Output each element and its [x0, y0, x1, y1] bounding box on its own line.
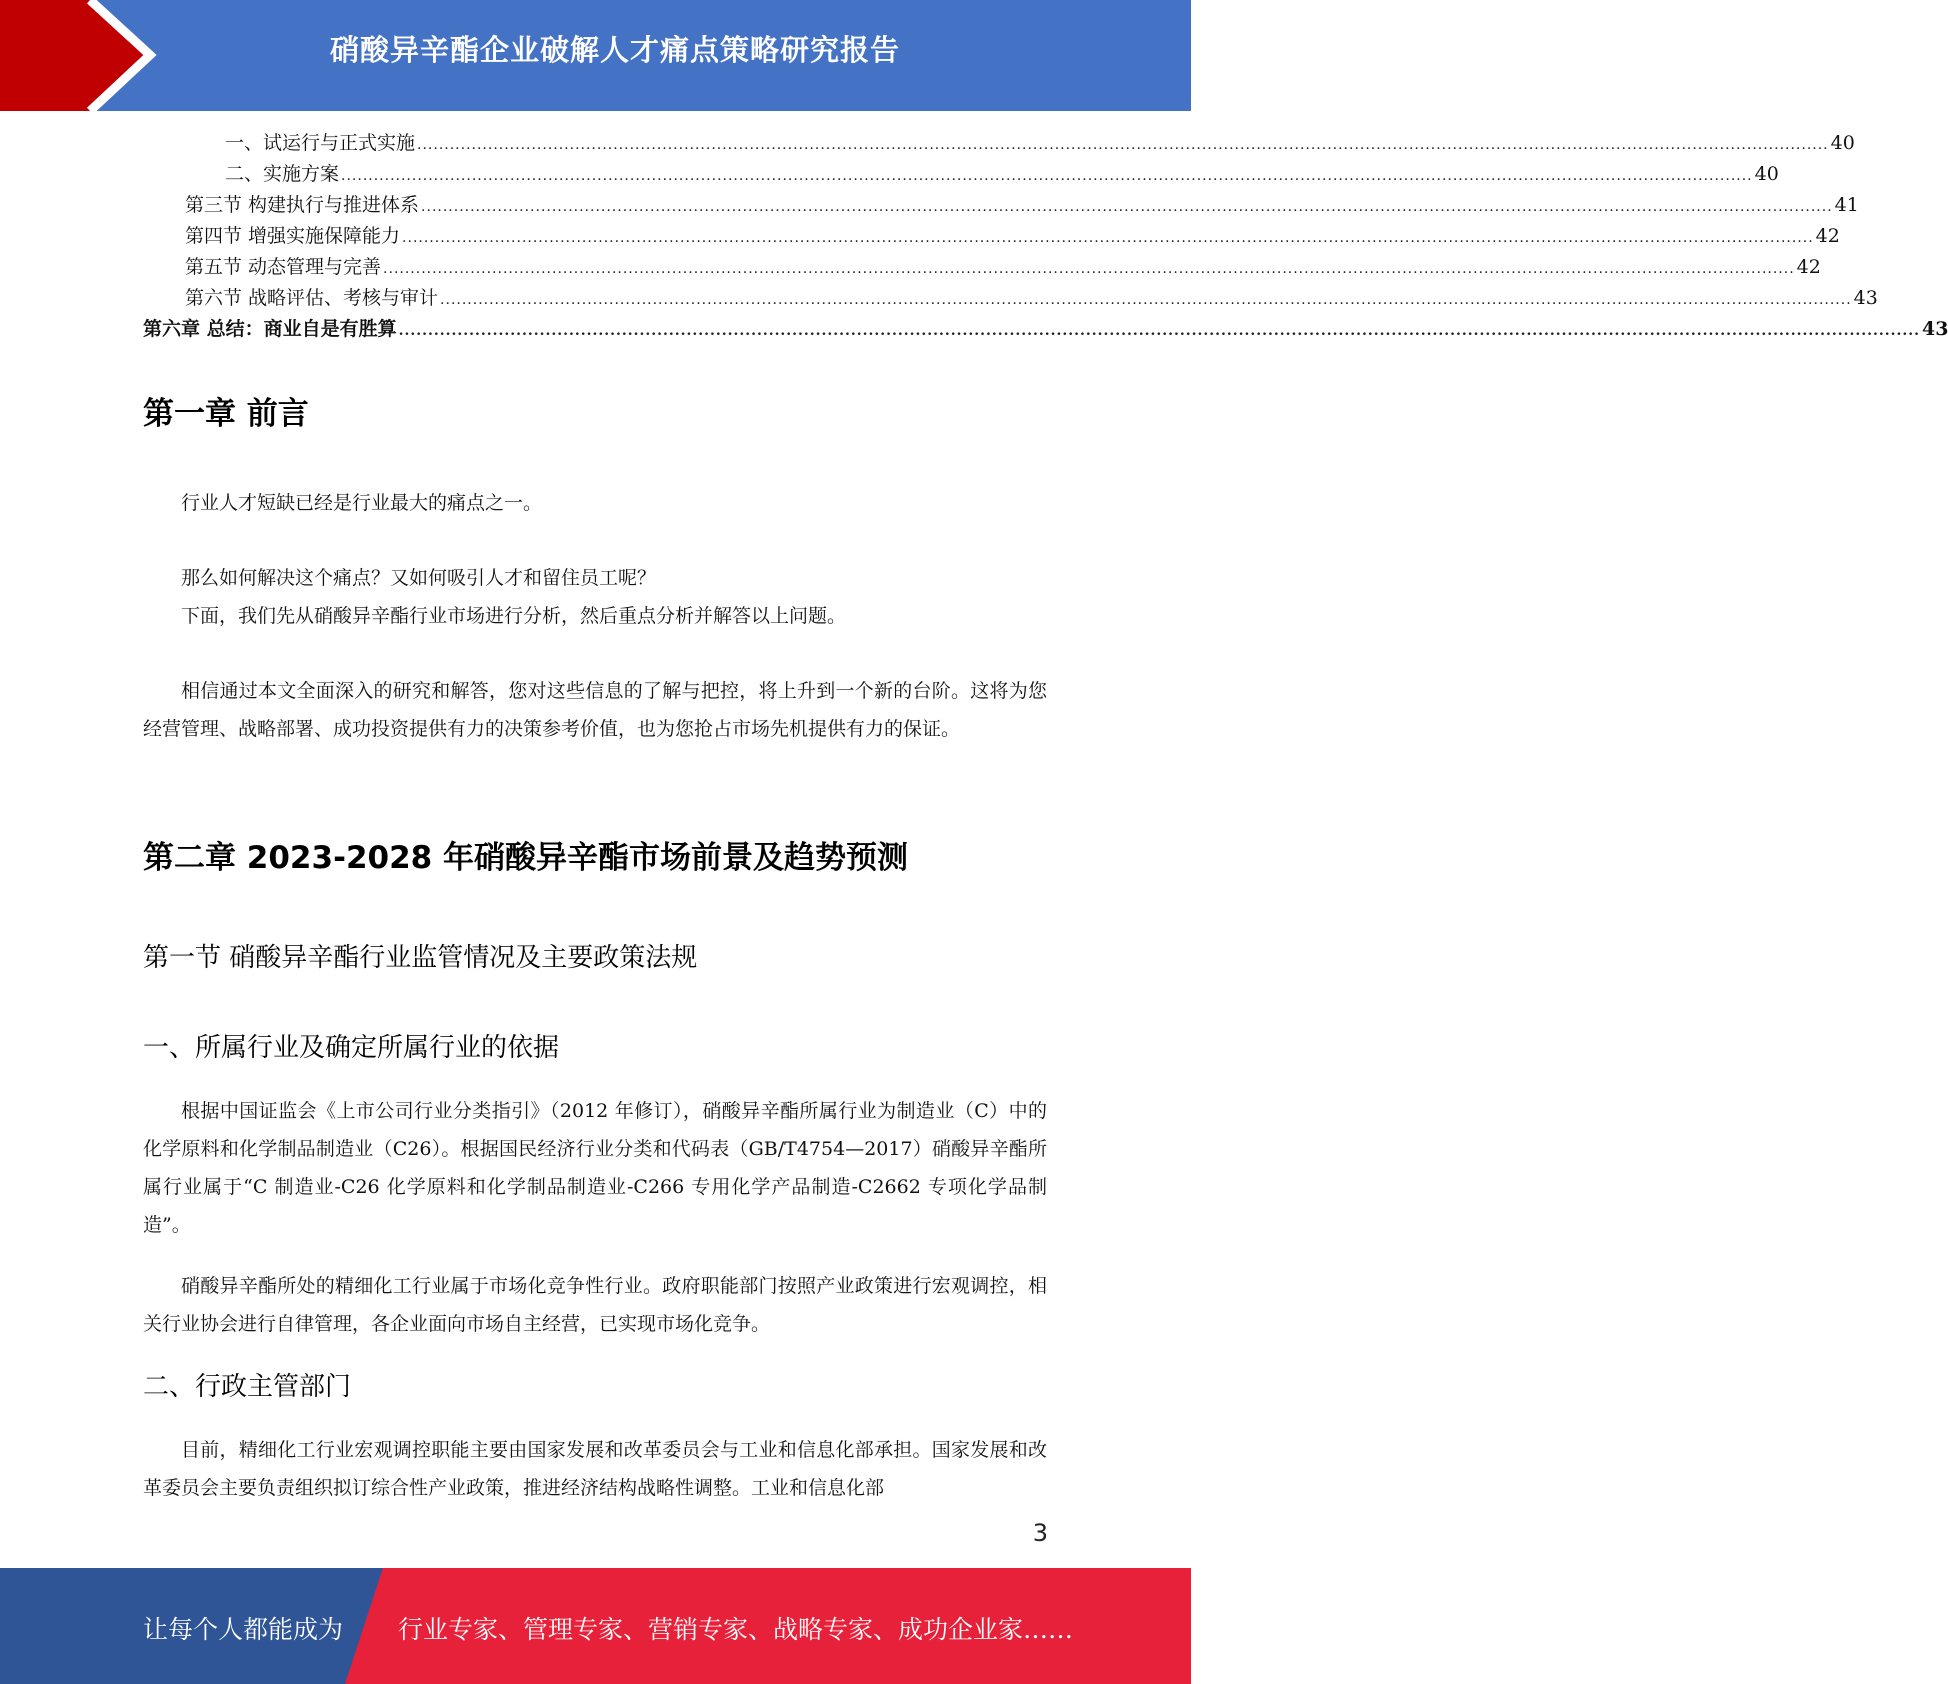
paragraph: 相信通过本文全面深入的研究和解答，您对这些信息的了解与把控，将上升到一个新的台阶。这将为您经营管理、战略部署、成功投资提供有力的决策参考价值，也为您抢占市场先机提供有力的保证。 — [143, 680, 1047, 740]
toc-entry-label: 第五节 动态管理与完善 — [185, 256, 382, 278]
toc-entry-label: 二、实施方案 — [225, 163, 340, 185]
section-1-title: 第一节 硝酸异辛酯行业监管情况及主要政策法规 — [143, 943, 698, 973]
page-number: 3 — [1032, 1519, 1048, 1547]
toc-entry-page: 43 — [1922, 318, 1948, 340]
paragraph: 那么如何解决这个痛点？又如何吸引人才和留住员工呢？ — [181, 567, 657, 589]
toc-entry-label: 第三节 构建执行与推进体系 — [185, 194, 420, 216]
paragraph: 行业人才短缺已经是行业最大的痛点之一。 — [181, 492, 543, 514]
toc-leader-dots: ................................................................................................................................................................................................................................................................... — [440, 292, 1852, 308]
toc-entry-page: 42 — [1796, 256, 1821, 278]
toc-entry-page: 42 — [1815, 225, 1840, 247]
toc-entry-label: 一、试运行与正式实施 — [225, 132, 416, 154]
paragraph: 硝酸异辛酯所处的精细化工行业属于市场化竞争性行业。政府职能部门按照产业政策进行宏观调控，相关行业协会进行自律管理，各企业面向市场自主经营，已实现市场化竞争。 — [143, 1275, 1047, 1335]
toc-entry[interactable] — [185, 190, 1859, 221]
toc-leader-dots: ................................................................................................................................................................................................................................................................... — [341, 168, 1753, 184]
toc-entry[interactable] — [185, 283, 1878, 314]
toc-entry-label: 第四节 增强实施保障能力 — [185, 225, 401, 247]
footer-slogan-left: 让每个人都能成为 — [143, 1615, 344, 1644]
toc-entry[interactable] — [143, 314, 1948, 345]
paragraph: 根据中国证监会《上市公司行业分类指引》（2012 年修订），硝酸异辛酯所属行业为制造业（C）中的化学原料和化学制品制造业（C26）。根据国民经济行业分类和代码表（GB/T4754—2017）硝酸异辛酯所属行业属于“C 制造业-C26 化学原料和化学制品制造业-C266 专用化学产品制造-C2662 专项化学品制造”。 — [143, 1100, 1047, 1236]
toc-leader-dots: ................................................................................................................................................................................................................................................................... — [398, 323, 1920, 339]
toc-entry[interactable] — [225, 128, 1855, 159]
subsection-2-title: 二、行政主管部门 — [143, 1372, 352, 1402]
toc-leader-dots: ................................................................................................................................................................................................................................................................... — [383, 261, 1795, 277]
toc-entry[interactable] — [185, 252, 1821, 283]
toc-leader-dots: ................................................................................................................................................................................................................................................................... — [402, 230, 1814, 246]
toc-entry-page: 40 — [1830, 132, 1855, 154]
toc-entry[interactable] — [185, 221, 1840, 252]
chapter-2-title: 第二章 2023-2028 年硝酸异辛酯市场前景及趋势预测 — [143, 840, 909, 876]
page-header — [0, 0, 1191, 111]
toc-entry-page: 43 — [1853, 287, 1878, 309]
chapter-1-title: 第一章 前言 — [143, 396, 309, 432]
page-footer — [0, 1568, 1191, 1684]
toc-entry[interactable] — [225, 159, 1779, 190]
toc-entry-label: 第六节 战略评估、考核与审计 — [185, 287, 439, 309]
subsection-1-title: 一、所属行业及确定所属行业的依据 — [143, 1033, 560, 1063]
paragraph: 目前，精细化工行业宏观调控职能主要由国家发展和改革委员会与工业和信息化部承担。国家发展和改革委员会主要负责组织拟订综合性产业政策，推进经济结构战略性调整。工业和信息化部 — [143, 1439, 1047, 1499]
toc-entry-page: 40 — [1754, 163, 1779, 185]
toc-entry-page: 41 — [1834, 194, 1859, 216]
paragraph: 下面，我们先从硝酸异辛酯行业市场进行分析，然后重点分析并解答以上问题。 — [181, 605, 847, 627]
toc-entry-label: 第六章 总结：商业自是有胜算 — [143, 318, 397, 340]
toc-leader-dots: ................................................................................................................................................................................................................................................................... — [417, 137, 1829, 153]
report-title: 硝酸异辛酯企业破解人才痛点策略研究报告 — [329, 33, 900, 67]
footer-slogan-right: 行业专家、管理专家、营销专家、战略专家、成功企业家…… — [398, 1615, 1074, 1644]
toc-leader-dots: ................................................................................................................................................................................................................................................................... — [421, 199, 1833, 215]
